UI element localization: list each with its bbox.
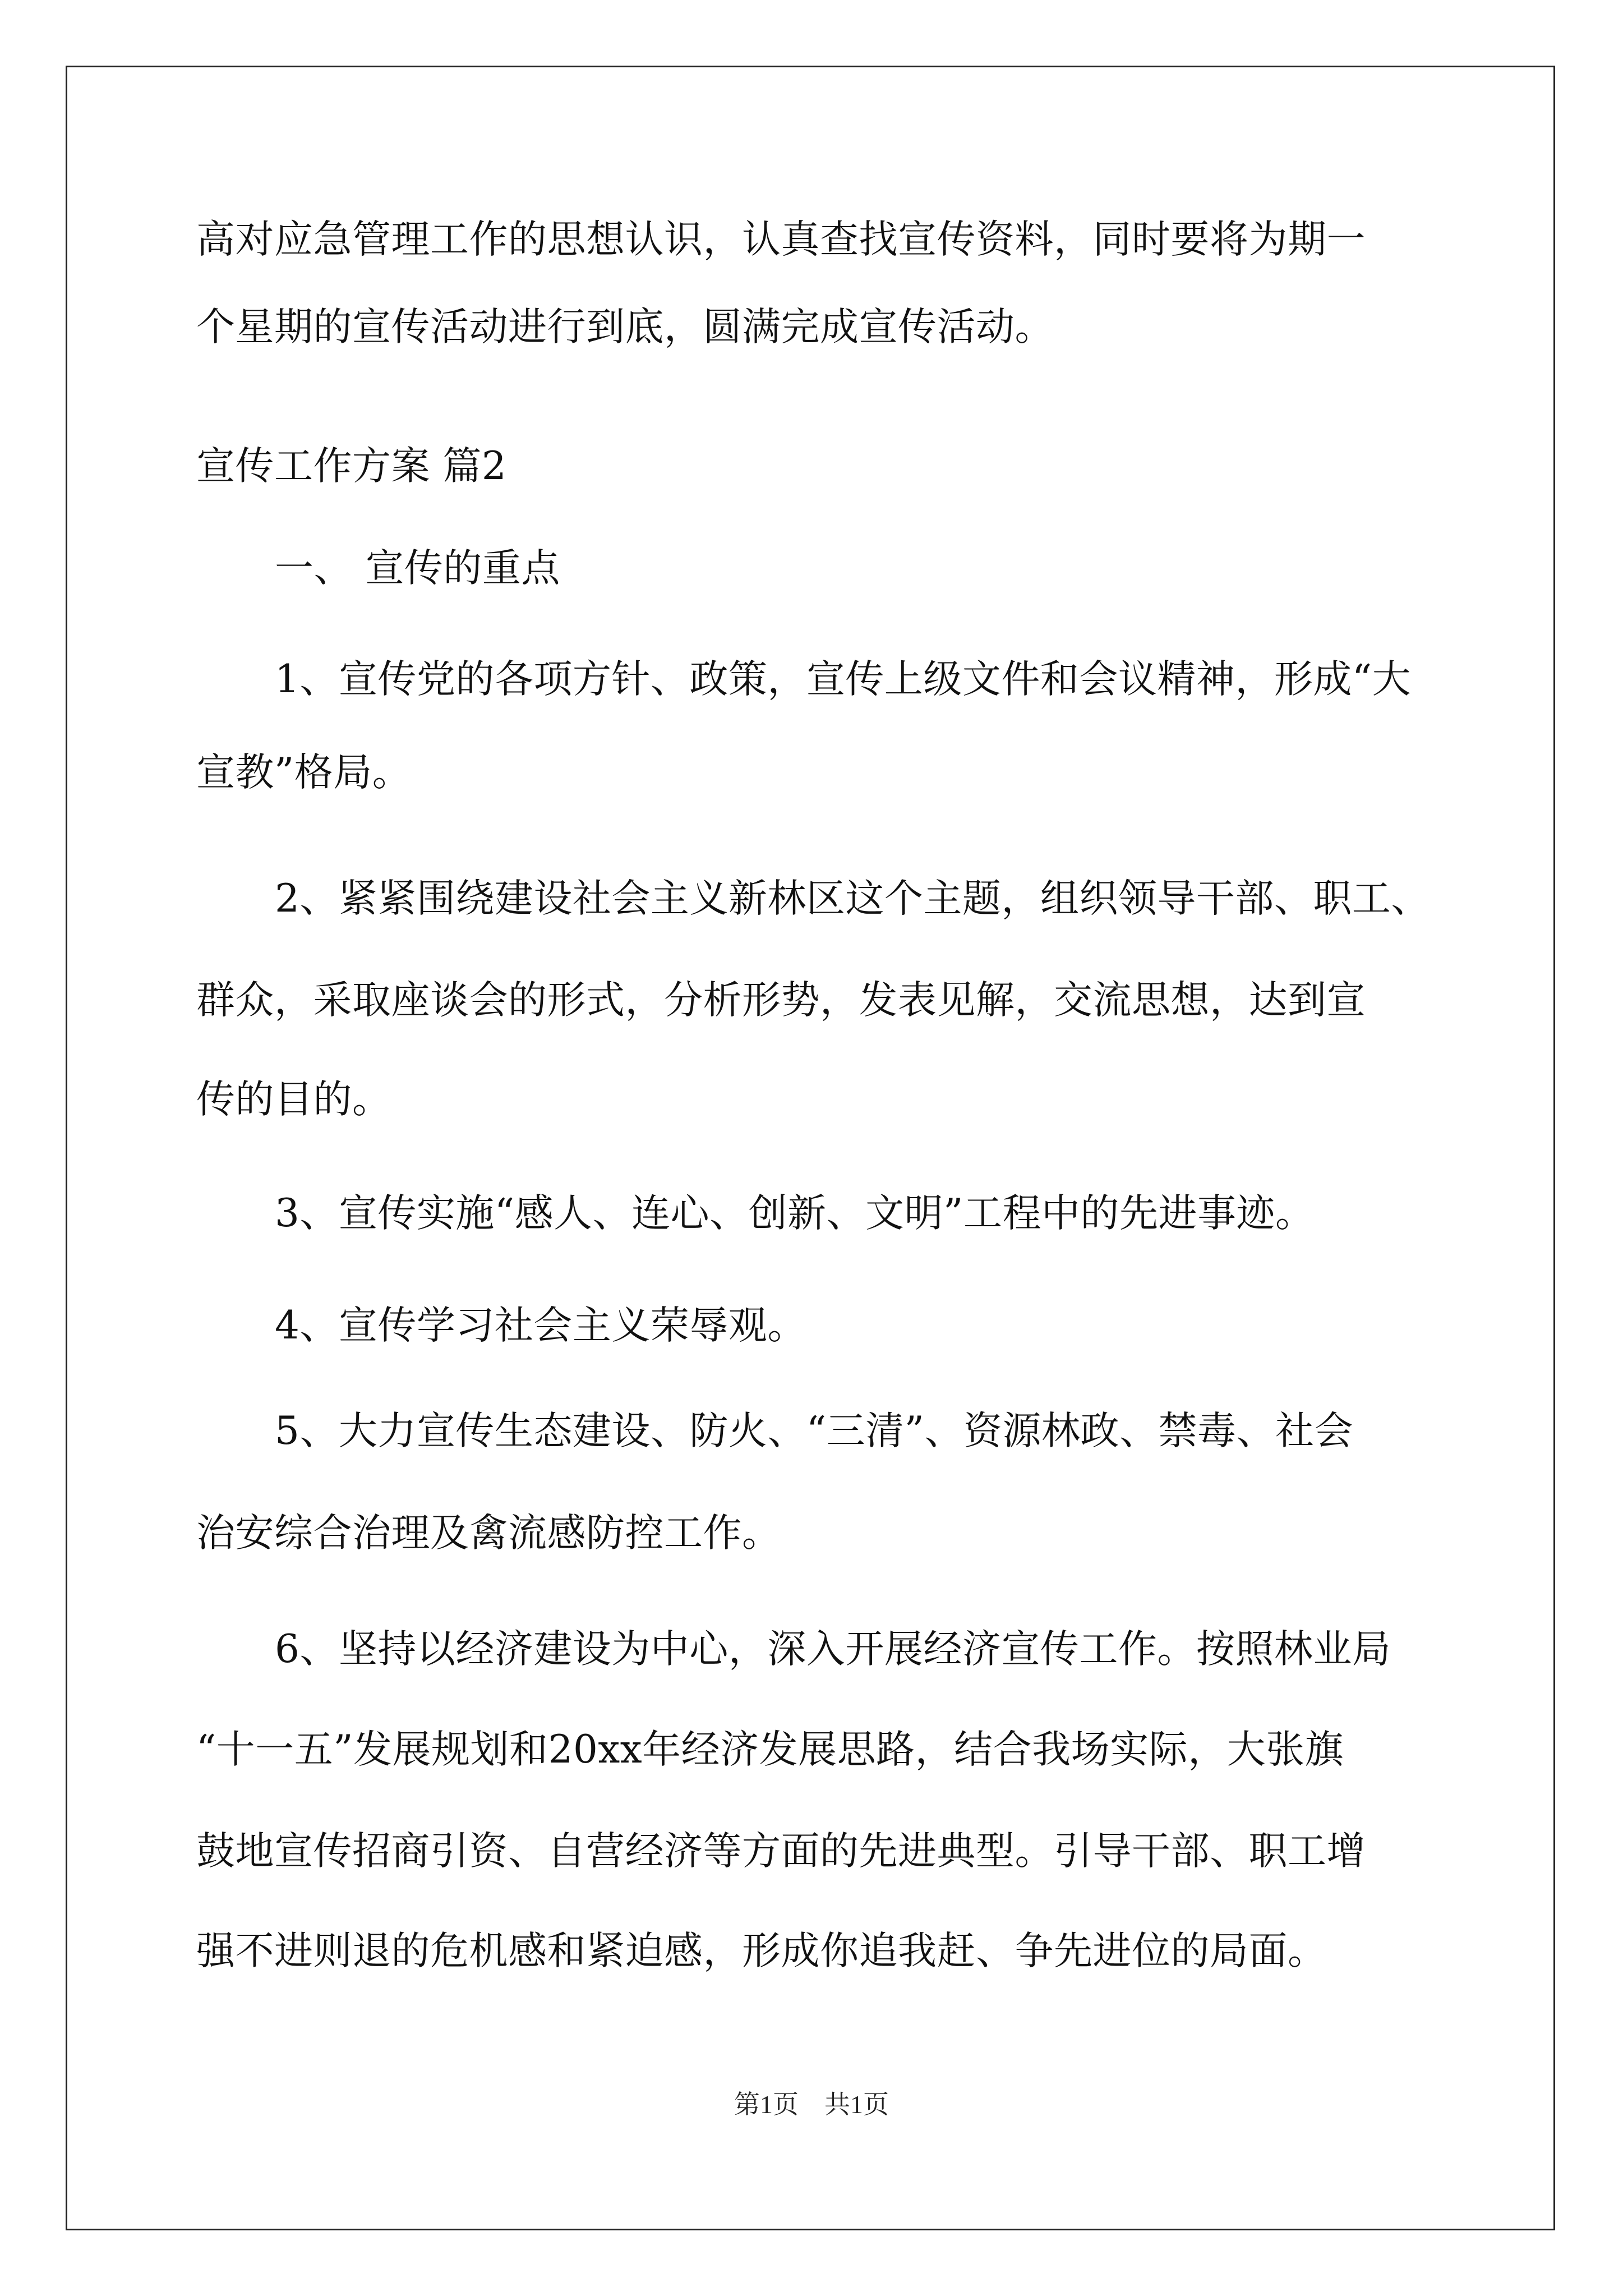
subsection-heading: 一、 宣传的重点 (275, 546, 560, 591)
page-border (66, 66, 1555, 2230)
list-item-line: 3、宣传实施“感人、连心、创新、文明”工程中的先进事迹。 (275, 1191, 1315, 1236)
list-item-line: 5、大力宣传生态建设、防火、“三清”、资源林政、禁毒、社会 (275, 1409, 1353, 1453)
list-item-line: 传的目的。 (196, 1077, 391, 1122)
list-item-line: 宣教”格局。 (196, 750, 412, 795)
list-item-line: 鼓地宣传招商引资、自营经济等方面的先进典型。引导干部、职工增 (196, 1829, 1366, 1874)
list-item-line: 治安综合治理及禽流感防控工作。 (196, 1511, 781, 1556)
list-item-line: 4、宣传学习社会主义荣辱观。 (275, 1303, 806, 1348)
list-item-line: 6、坚持以经济建设为中心，深入开展经济宣传工作。按照林业局 (275, 1627, 1391, 1672)
list-item-line: 强不进则退的危机感和紧迫感，形成你追我赶、争先进位的局面。 (196, 1929, 1327, 1973)
list-item-line: “十一五”发展规划和20xx年经济发展思路，结合我场实际，大张旗 (196, 1727, 1344, 1772)
body-line: 个星期的宣传活动进行到底，圆满完成宣传活动。 (196, 305, 1054, 349)
list-item-line: 群众，采取座谈会的形式，分析形势，发表见解，交流思想，达到宣 (196, 978, 1366, 1023)
section-heading: 宣传工作方案 篇2 (196, 444, 507, 489)
list-item-line: 2、紧紧围绕建设社会主义新林区这个主题，组织领导干部、职工、 (275, 876, 1430, 921)
list-item-line: 1、宣传党的各项方针、政策，宣传上级文件和会议精神，形成“大 (275, 657, 1412, 702)
body-line: 高对应急管理工作的思想认识，认真查找宣传资料，同时要将为期一 (196, 217, 1366, 262)
page-number-footer: 第1页 共1页 (734, 2090, 889, 2119)
